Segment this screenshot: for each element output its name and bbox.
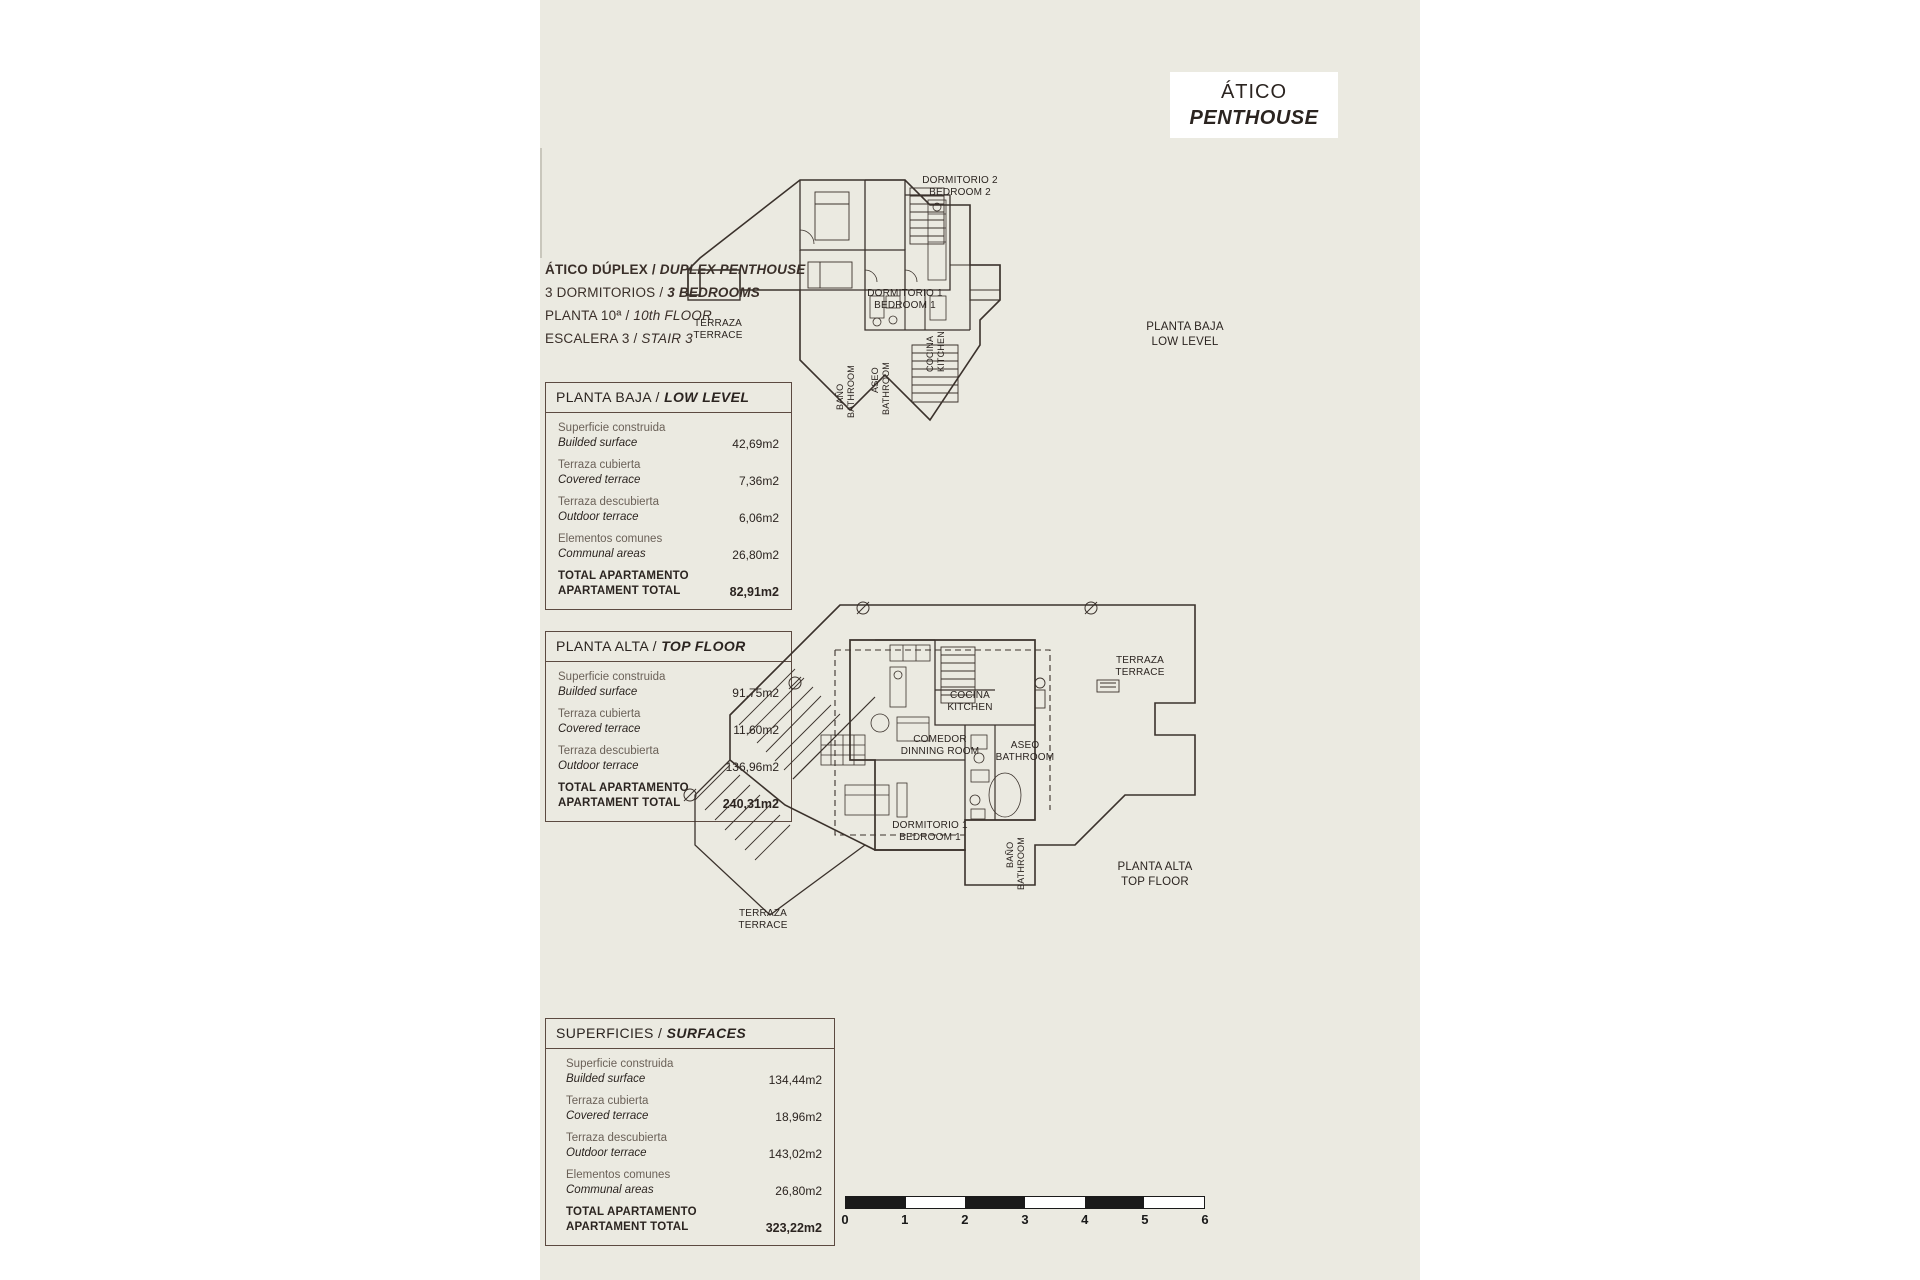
- row-value: 134,44m2: [768, 1073, 822, 1087]
- label-kitchen-top-en: KITCHEN: [947, 702, 993, 713]
- label-bathroom-low-en: BATHROOM: [846, 365, 856, 418]
- heading-line-1-en: DUPLEX PENTHOUSE: [659, 262, 806, 277]
- row-label-en: APARTAMENT TOTAL: [558, 797, 681, 809]
- label-bathroom-top-en: BATHROOM: [1016, 837, 1026, 890]
- row-label-en: Builded surface: [558, 686, 638, 698]
- row-label-es: Superficie construida: [566, 1058, 674, 1070]
- row-label-en: Communal areas: [558, 548, 646, 560]
- penthouse-badge: [1170, 72, 1338, 138]
- row-label-es: Terraza cubierta: [566, 1095, 649, 1107]
- row-label-es: TOTAL APARTAMENTO: [558, 782, 689, 794]
- row-label-en: Covered terrace: [558, 474, 641, 486]
- row-value: 143,02m2: [768, 1147, 822, 1161]
- heading-line-2-es: 3 DORMITORIOS /: [545, 285, 668, 300]
- heading-line-3-en: 10th FLOOR: [633, 308, 712, 323]
- row-label-es: Terraza cubierta: [558, 708, 641, 720]
- label-bathroom-top-es: BAÑO: [1005, 841, 1015, 868]
- label-terrace-low-es: TERRAZA: [693, 318, 743, 329]
- label-bedroom1-low-es: DORMITORIO 1: [867, 288, 943, 299]
- label-floor-low-es: PLANTA BAJA: [1146, 321, 1224, 333]
- label-floor-top-es: PLANTA ALTA: [1117, 861, 1193, 873]
- scale-segment: [906, 1197, 966, 1208]
- row-label-en: Builded surface: [566, 1073, 646, 1085]
- heading-line-2-en: 3 BEDROOMS: [667, 285, 760, 300]
- label-kitchen-top-es: COCINA: [949, 690, 991, 701]
- row-label-en: Outdoor terrace: [558, 511, 639, 523]
- table-row: [566, 1168, 822, 1198]
- scale-tick: 1: [901, 1212, 909, 1227]
- label-toilet-low-es: ASEO: [870, 367, 880, 393]
- row-label-es: Terraza descubierta: [558, 496, 659, 508]
- badge-title-en: PENTHOUSE: [1189, 106, 1319, 129]
- label-terrace-right-top-en: TERRACE: [1115, 667, 1165, 678]
- row-value: 6,06m2: [738, 511, 779, 525]
- scale-tick: 0: [841, 1212, 849, 1227]
- scale-bar: [841, 1196, 1209, 1232]
- label-bedroom1-top-en: BEDROOM 1: [899, 832, 961, 843]
- label-bedroom1-top-es: DORMITORIO 1: [892, 820, 968, 831]
- table-low-level-title-es: PLANTA BAJA /: [556, 389, 665, 405]
- row-label-es: TOTAL APARTAMENTO: [558, 570, 689, 582]
- scale-tick: 5: [1141, 1212, 1149, 1227]
- table-surfaces: [545, 1018, 835, 1246]
- label-floor-top: [1085, 860, 1225, 890]
- plan-sheet: [540, 0, 1420, 1280]
- scale-ticks: [841, 1212, 1209, 1232]
- row-label-es: Terraza descubierta: [558, 745, 659, 757]
- row-value: 136,96m2: [725, 760, 779, 774]
- badge-title-es: ÁTICO: [1220, 80, 1288, 103]
- table-row: [558, 532, 779, 562]
- label-floor-low-en: LOW LEVEL: [1151, 336, 1219, 348]
- label-bedroom1-low-en: BEDROOM 1: [874, 300, 936, 311]
- table-surfaces-header: [546, 1019, 834, 1049]
- row-label-en: Communal areas: [566, 1184, 654, 1196]
- scale-tick: 4: [1081, 1212, 1089, 1227]
- row-value: 82,91m2: [729, 585, 779, 599]
- row-label-es: Superficie construida: [558, 671, 666, 683]
- row-label-en: Outdoor terrace: [558, 760, 639, 772]
- label-bathroom-low-es: BAÑO: [835, 383, 845, 410]
- label-bedroom2-low-es: DORMITORIO 2: [922, 175, 998, 186]
- heading-line-4-es: ESCALERA 3 /: [545, 331, 642, 346]
- table-surfaces-title-es: SUPERFICIES /: [556, 1025, 667, 1041]
- row-label-en: Builded surface: [558, 437, 638, 449]
- heading-line-3-es: PLANTA 10ª /: [545, 308, 634, 323]
- table-low-level-title-en: LOW LEVEL: [664, 389, 750, 405]
- label-terrace-left-top-en: TERRACE: [738, 920, 788, 931]
- table-surfaces-title-en: SURFACES: [666, 1025, 747, 1041]
- scale-segment: [1025, 1197, 1085, 1208]
- row-value: 323,22m2: [765, 1221, 822, 1235]
- scale-tick: 2: [961, 1212, 969, 1227]
- label-floor-low: [1115, 320, 1255, 350]
- label-kitchen-low-es: COCINA: [925, 335, 935, 372]
- table-top-floor-title-en: TOP FLOOR: [661, 638, 746, 654]
- row-label-es: Elementos comunes: [566, 1169, 671, 1181]
- scale-tick: 3: [1021, 1212, 1029, 1227]
- label-terrace-left-top: [718, 908, 808, 932]
- label-terrace-right-top-es: TERRAZA: [1115, 655, 1165, 666]
- row-label-en: Covered terrace: [558, 723, 641, 735]
- label-dining-top-es: COMEDOR: [913, 734, 967, 745]
- table-row: [566, 1094, 822, 1124]
- label-terrace-low-en: TERRACE: [693, 330, 743, 341]
- scale-tick: 6: [1201, 1212, 1209, 1227]
- table-top-floor-title-es: PLANTA ALTA /: [556, 638, 662, 654]
- label-bedroom2-low-en: BEDROOM 2: [929, 187, 991, 198]
- row-value: 26,80m2: [732, 548, 779, 562]
- row-label-es: Elementos comunes: [558, 533, 663, 545]
- heading-line-4-en: STAIR 3: [641, 331, 693, 346]
- table-row-total: [566, 1205, 822, 1235]
- label-toilet-low-en: BATHROOM: [881, 362, 891, 415]
- label-toilet-top-en: BATHROOM: [995, 752, 1055, 763]
- heading-line-1-es: ÁTICO DÚPLEX /: [545, 262, 660, 277]
- row-label-en: APARTAMENT TOTAL: [566, 1221, 689, 1233]
- label-floor-top-en: TOP FLOOR: [1121, 876, 1189, 888]
- label-kitchen-top: [930, 690, 1010, 714]
- row-value: 91,75m2: [732, 686, 779, 700]
- row-value: 18,96m2: [775, 1110, 822, 1124]
- row-label-es: Superficie construida: [558, 422, 666, 434]
- scale-segment: [1085, 1197, 1145, 1208]
- table-row: [558, 495, 779, 525]
- row-value: 7,36m2: [738, 474, 779, 488]
- scale-bar-graphic: [845, 1196, 1205, 1209]
- label-bedroom1-low: [850, 288, 960, 312]
- label-kitchen-low-en: KITCHEN: [936, 331, 946, 372]
- table-row: [566, 1131, 822, 1161]
- label-bedroom2-low: [905, 175, 1015, 199]
- row-label-en: Outdoor terrace: [566, 1147, 647, 1159]
- label-toilet-top: [975, 740, 1075, 764]
- scale-segment: [1144, 1197, 1204, 1208]
- label-toilet-top-es: ASEO: [1010, 740, 1040, 751]
- row-label-es: TOTAL APARTAMENTO: [566, 1206, 697, 1218]
- scale-segment: [846, 1197, 906, 1208]
- row-value: 42,69m2: [732, 437, 779, 451]
- row-value: 240,31m2: [722, 797, 779, 811]
- table-row: [566, 1057, 822, 1087]
- label-dining-top-en: DINNING ROOM: [900, 746, 980, 757]
- row-value: 26,80m2: [775, 1184, 822, 1198]
- row-label-es: Terraza cubierta: [558, 459, 641, 471]
- row-label-es: Terraza descubierta: [566, 1132, 667, 1144]
- registration-mark: [540, 148, 542, 258]
- label-terrace-left-top-es: TERRAZA: [738, 908, 788, 919]
- label-terrace-right-top: [1095, 655, 1185, 679]
- label-bedroom1-top: [870, 820, 990, 844]
- table-surfaces-body: [546, 1049, 834, 1245]
- row-label-en: Covered terrace: [566, 1110, 649, 1122]
- scale-segment: [965, 1197, 1025, 1208]
- row-value: 11,60m2: [733, 723, 779, 737]
- label-terrace-low: [678, 318, 758, 342]
- row-label-en: APARTAMENT TOTAL: [558, 585, 681, 597]
